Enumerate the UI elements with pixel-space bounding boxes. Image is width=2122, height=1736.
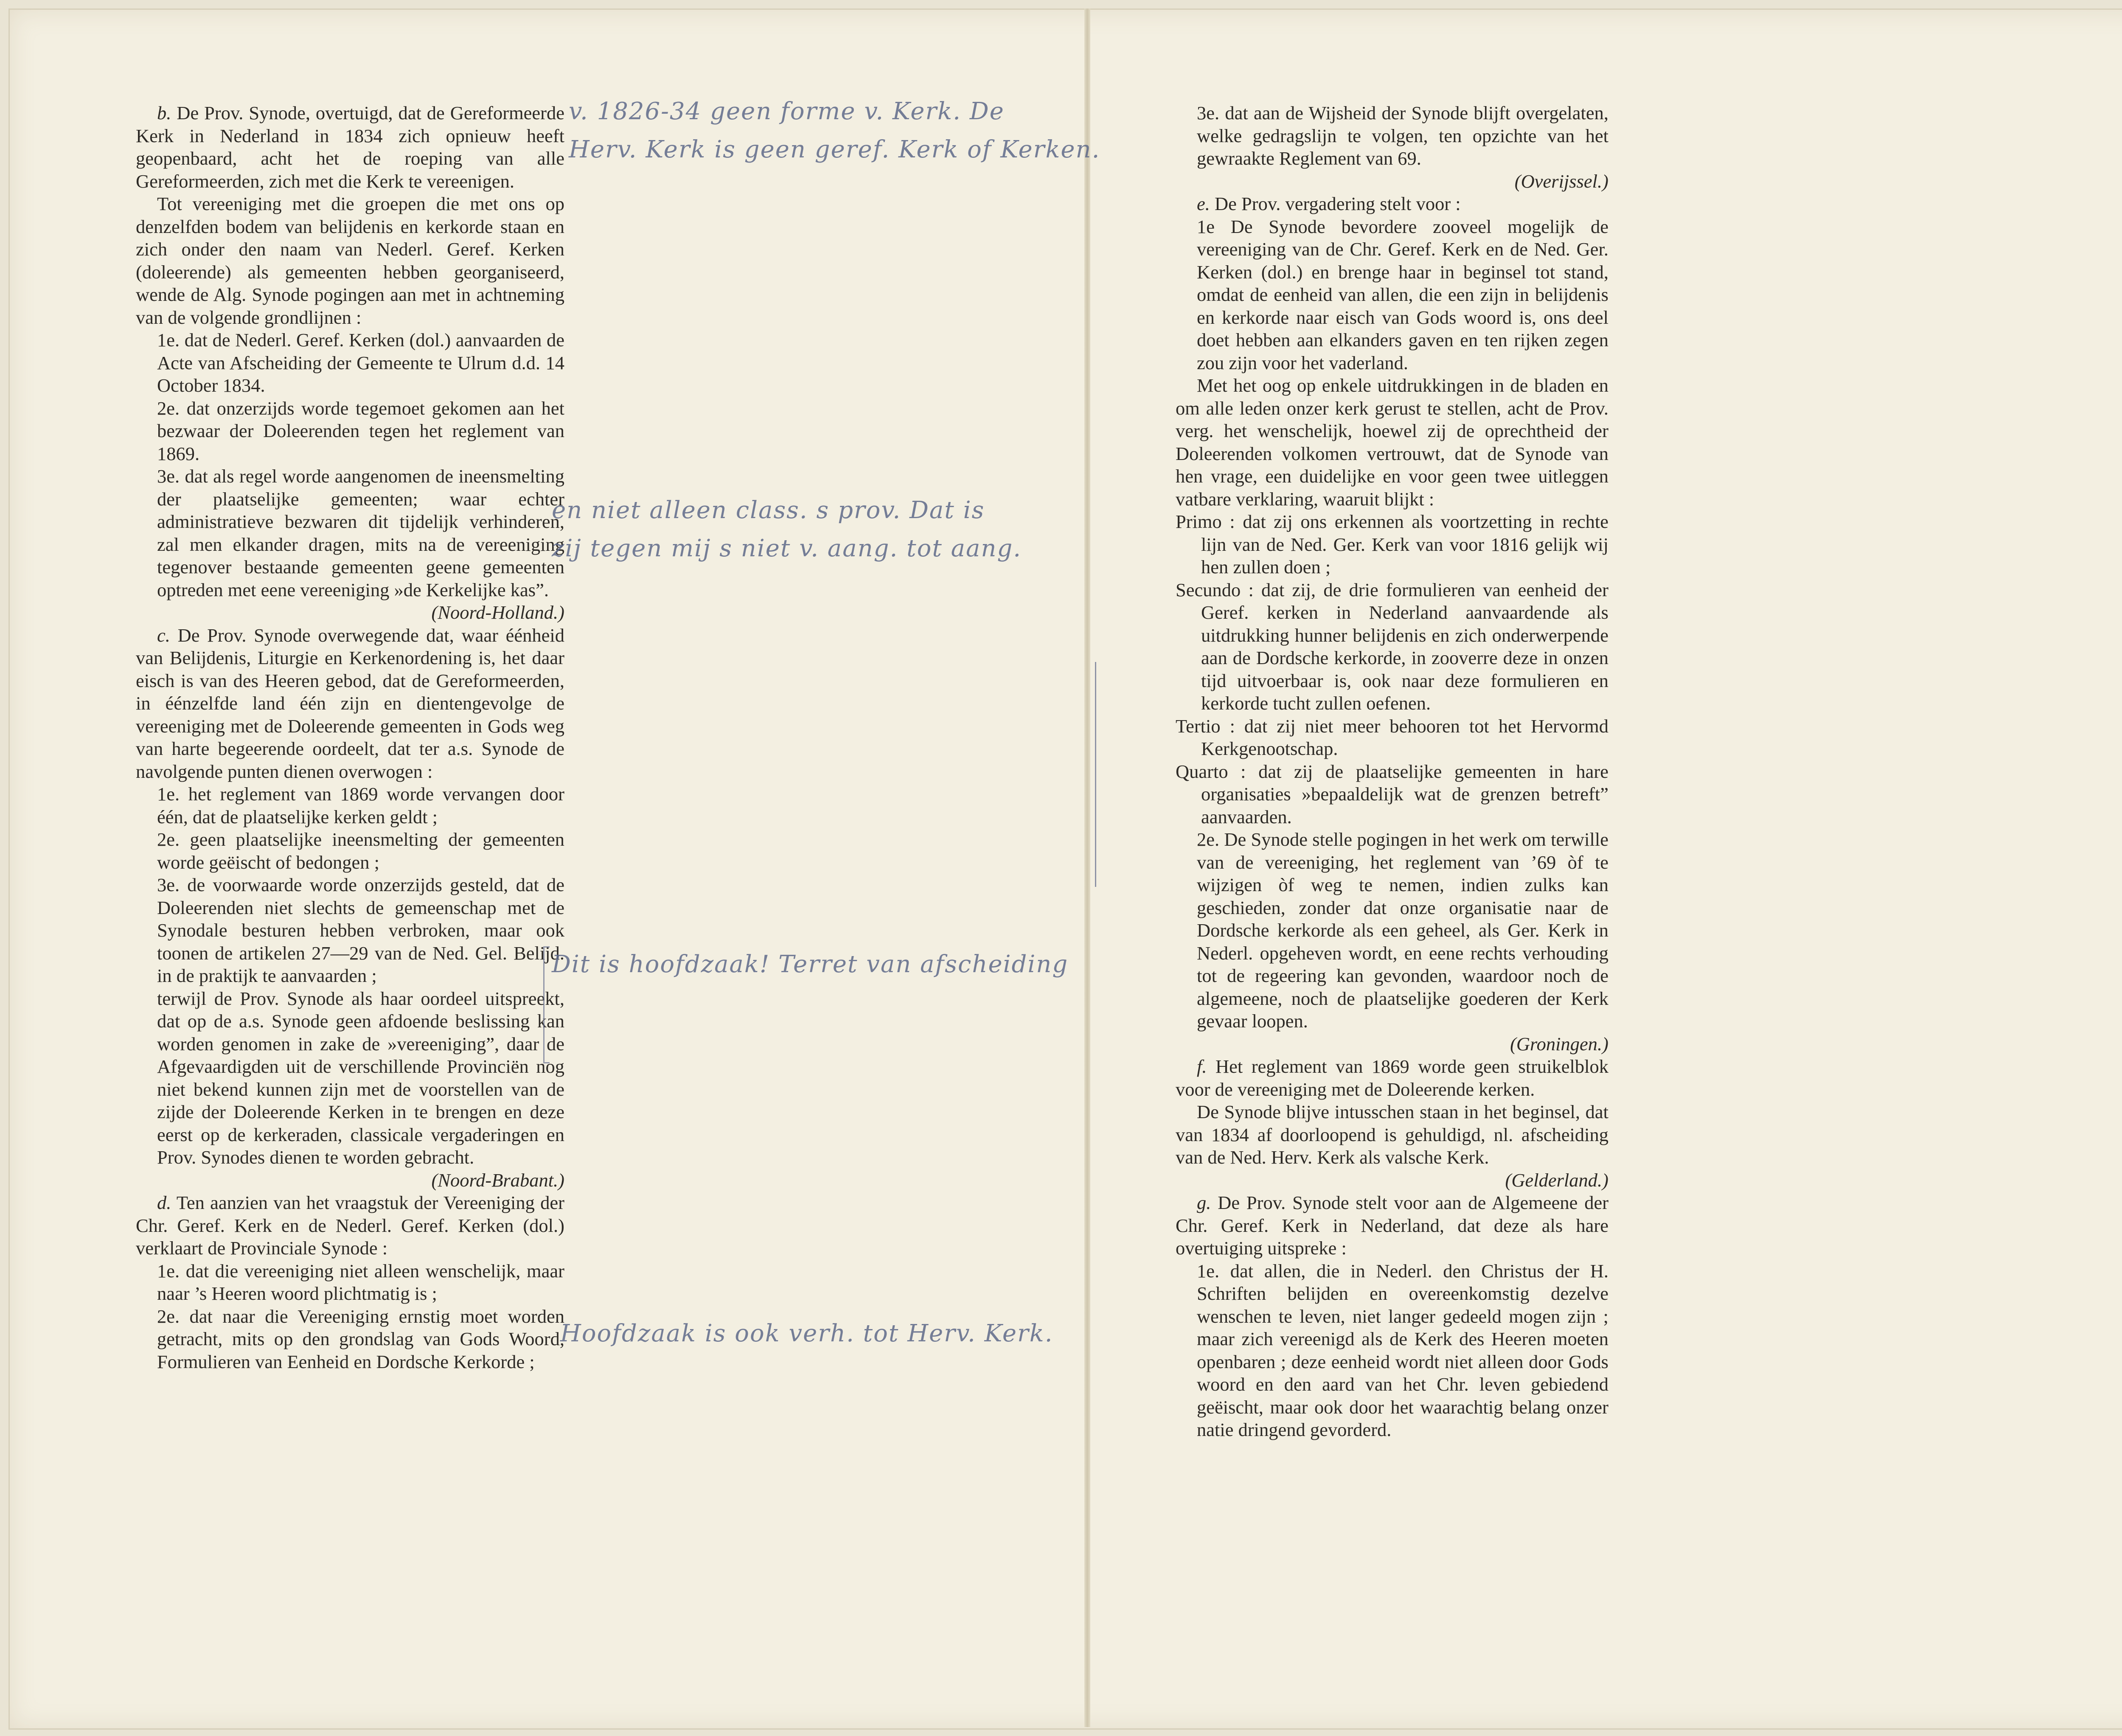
section-label: d.	[157, 1192, 171, 1213]
list-item	[136, 1260, 564, 1305]
paragraph-text: De Prov. Synode overwegende dat, waar éénheid van Belijdenis, Liturgie en Kerkenordening is, het daar eisch is van des Heeren gebod, dat de Gereformeerden, in éénzelfde land één zijn en dientengevolge de vereeniging met de Doleerende gemeenten in Gods weg van harte begeerende oordeelt, dat ter a.s. Synode de navolgende punten dienen overwogen :	[136, 624, 565, 782]
right-page-column	[1176, 102, 1608, 1442]
paragraph-text: De Synode blijve intusschen staan in het beginsel, dat van 1834 af doorloopend is gehuldigd, nl. afscheiding van de Ned. Herv. Kerk als valsche Kerk.	[1176, 1101, 1608, 1168]
paragraph	[136, 193, 564, 329]
province-signature: (Noord-Brabant.)	[431, 1169, 564, 1191]
list-item	[136, 329, 564, 397]
handwritten-note: zij tegen mij s niet v. aang. tot aang.	[552, 535, 1022, 562]
section-label: b.	[157, 102, 171, 123]
province-signature: (Noord-Holland.)	[431, 602, 564, 623]
section-label: f.	[1197, 1056, 1207, 1077]
list-item-text: 1e. het reglement van 1869 worde vervangen door één, dat de plaatselijke kerken geldt ;	[157, 783, 564, 827]
section-label: g.	[1197, 1192, 1211, 1213]
list-item	[1176, 828, 1608, 1033]
enumerated-clause: Tertio : dat zij niet meer behooren tot het Hervormd Kerkgenootschap.	[1176, 715, 1608, 759]
handwritten-note: v. 1826-34 geen forme v. Kerk. De	[569, 98, 1005, 125]
list-item	[136, 1305, 564, 1374]
paragraph	[1176, 374, 1608, 510]
list-item-text: 1e De Synode bevordere zooveel mogelijk de vereeniging van de Chr. Geref. Kerk en de Ned. Ger. Kerken (dol.) en brenge haar in beginsel tot stand, omdat de eenheid van allen, die een zijn in belijdenis en kerkorde naar eisch van Gods woord is, ons deel doet hebben aan elkanders gaven en ten rijken zegen zou zijn voor het vaderland.	[1197, 216, 1608, 373]
paragraph-text: De Prov. vergadering stelt voor :	[1215, 193, 1461, 214]
page-gutter	[1084, 8, 1090, 1727]
list-item-text: 2e. De Synode stelle pogingen in het werk om terwille van de vereeniging, het reglement van ’69 òf te wijzigen òf weg te nemen, indien zulks kan geschieden, zonder dat onze organisatie naar de Dordsche kerkorde als een geheel, als Ger. Kerk in Nederl. opgeheven wordt, en eene rechts verhouding tot de regeering kan gevonden, waardoor noch de algemeene, noch de plaatselijke goederen der Kerk gevaar loopen.	[1197, 829, 1608, 1032]
list-item	[136, 465, 564, 601]
list-item-text: 3e. dat aan de Wijsheid der Synode blijft overgelaten, welke gedragslijn te volgen, ten opzichte van het gewraakte Reglement van 69.	[1197, 102, 1608, 169]
paragraph-text: Het reglement van 1869 worde geen struikelblok voor de vereeniging met de Doleerende kerken.	[1176, 1056, 1608, 1100]
handwritten-note: Hoofdzaak is ook verh. tot Herv. Kerk.	[560, 1320, 1053, 1347]
left-page-column	[136, 102, 564, 1373]
margin-bracket	[543, 946, 550, 1063]
list-item-text: 3e. dat als regel worde aangenomen de ineensmelting der plaatselijke gemeenten; waar echter administratieve bezwaren dit tijdelijk verhinderen, zal men elkander dragen, mits na de vereeniging tegenover bestaande gemeenten geene gemeenten optreden met eene vereeniging »de Kerkelijke kas”.	[157, 466, 564, 600]
province-signature: (Groningen.)	[1510, 1033, 1608, 1055]
paragraph	[1176, 1055, 1608, 1101]
list-item	[1176, 216, 1608, 375]
paragraph	[1176, 1101, 1608, 1169]
list-item	[1176, 102, 1608, 170]
list-item-text: 1e. dat die vereeniging niet alleen wenschelijk, maar naar ’s Heeren woord plichtmatig is ;	[157, 1260, 564, 1304]
list-item	[136, 397, 564, 466]
paragraph	[136, 1192, 564, 1260]
list-item-text: 1e. dat allen, die in Nederl. den Christus der H. Schriften belijden en overeenkomstig dezelve wenschen te leven, niet langer gedeeld mogen zijn ; maar zich vereenigd als de Kerk des Heeren moeten openbaren ; deze eenheid wordt niet alleen door Gods woord en den aard van het Chr. leven gebiedend geëischt, maar ook door het waarachtig belang onzer natie dringend gevorderd.	[1197, 1260, 1608, 1440]
paragraph	[1176, 193, 1608, 216]
list-item-text: 2e. geen plaatselijke ineensmelting der gemeenten worde geëischt of bedongen ;	[157, 829, 564, 873]
enumerated-clause: Quarto : dat zij de plaatselijke gemeenten in hare organisaties »bepaaldelijk wat de grenzen betreft” aanvaarden.	[1176, 760, 1608, 827]
paragraph	[136, 102, 564, 193]
list-item-text: 1e. dat de Nederl. Geref. Kerken (dol.) aanvaarden de Acte van Afscheiding der Gemeente te Ulrum d.d. 14 October 1834.	[157, 329, 564, 396]
list-item-text: 3e. de voorwaarde worde onzerzijds gesteld, dat de Doleerenden niet slechts de gemeenschap met de Synodale besturen hebben verbroken, maar ook toonen de artikelen 27—29 van de Ned. Gel. Belijd. in de praktijk te aanvaarden ;	[157, 874, 564, 986]
paragraph-text: Ten aanzien van het vraagstuk der Vereeniging der Chr. Geref. Kerk en de Nederl. Geref. Kerken (dol.) verklaart de Provinciale Synode :	[136, 1192, 564, 1259]
list-item-text: terwijl de Prov. Synode als haar oordeel uitspreekt, dat op de a.s. Synode geen afdoende beslissing kan worden genomen in zake de »vereeniging”, daar de Afgevaardigden uit de verschillende Provinciën nog niet bekend kunnen zijn met de voorstellen van de zijde der Doleerende Kerken in te brengen en deze eerst op de kerkeraden, classicale vergaderingen en Prov. Synodes dienen te worden gebracht.	[157, 987, 564, 1168]
province-signature: (Overijssel.)	[1514, 170, 1608, 192]
list-item	[136, 828, 564, 874]
handwritten-note: Dit is hoofdzaak! Terret van afscheiding	[552, 951, 1069, 978]
section-label: e.	[1197, 193, 1210, 214]
list-item	[136, 874, 564, 987]
list-item-text: 2e. dat naar die Vereeniging ernstig moet worden getracht, mits op den grondslag van Gods Woord, Formulieren van Eenheid en Dordsche Kerkorde ;	[157, 1305, 564, 1372]
paragraph-text: De Prov. Synode stelt voor aan de Algemeene der Chr. Geref. Kerk in Nederland, dat deze als hare overtuiging uitspreke :	[1176, 1192, 1609, 1259]
paragraph-text: Tot vereeniging met die groepen die met ons op denzelfden bodem van belijdenis en kerkorde staan en zich onder den naam van Nederl. Geref. Kerken (doleerende) als gemeenten hebben georganiseerd, wende de Alg. Synode pogingen aan met in achtneming van de volgende grondlijnen :	[136, 193, 564, 328]
list-item	[136, 987, 564, 1169]
paragraph-text: De Prov. Synode, overtuigd, dat de Gereformeerde Kerk in Nederland in 1834 zich opnieuw heeft geopenbaard, acht het de roeping van alle Gereformeerden, zich met die Kerk te vereenigen.	[136, 102, 565, 192]
paragraph-text: Met het oog op enkele uitdrukkingen in de bladen en om alle leden onzer kerk gerust te stellen, acht de Prov. verg. het wenschelijk, hoewel zij de oprechtheid der Doleerenden volkomen vertrouwt, dat de Synode van hen vrage, een duidelijke en voor geen twee uitleggen vatbare verklaring, waaruit blijkt :	[1176, 375, 1608, 510]
paragraph	[136, 624, 564, 783]
paragraph	[1176, 1192, 1608, 1260]
handwritten-note: en niet alleen class. s prov. Dat is	[552, 496, 985, 524]
margin-pencil-line	[1095, 662, 1096, 887]
province-signature: (Gelderland.)	[1505, 1169, 1608, 1191]
handwritten-note: Herv. Kerk is geen geref. Kerk of Kerken.	[569, 136, 1100, 163]
list-item	[1176, 1260, 1608, 1442]
enumerated-clause: Primo : dat zij ons erkennen als voortzetting in rechte lijn van de Ned. Ger. Kerk van voor 1816 gelijk wij hen zullen doen ;	[1176, 511, 1608, 578]
section-label: c.	[157, 624, 170, 646]
list-item-text: 2e. dat onzerzijds worde tegemoet gekomen aan het bezwaar der Doleerenden tegen het reglement van 1869.	[157, 397, 564, 464]
list-item	[136, 783, 564, 828]
enumerated-clause: Secundo : dat zij, de drie formulieren van eenheid der Geref. kerken in Nederland aanvaardende als uitdrukking hunner belijdenis en zich onderwerpende aan de Dordsche kerkorde, in zooverre deze in onzen tijd uitvoerbaar is, ook naar deze formulieren en kerkorde tucht zullen oefenen.	[1176, 579, 1608, 714]
